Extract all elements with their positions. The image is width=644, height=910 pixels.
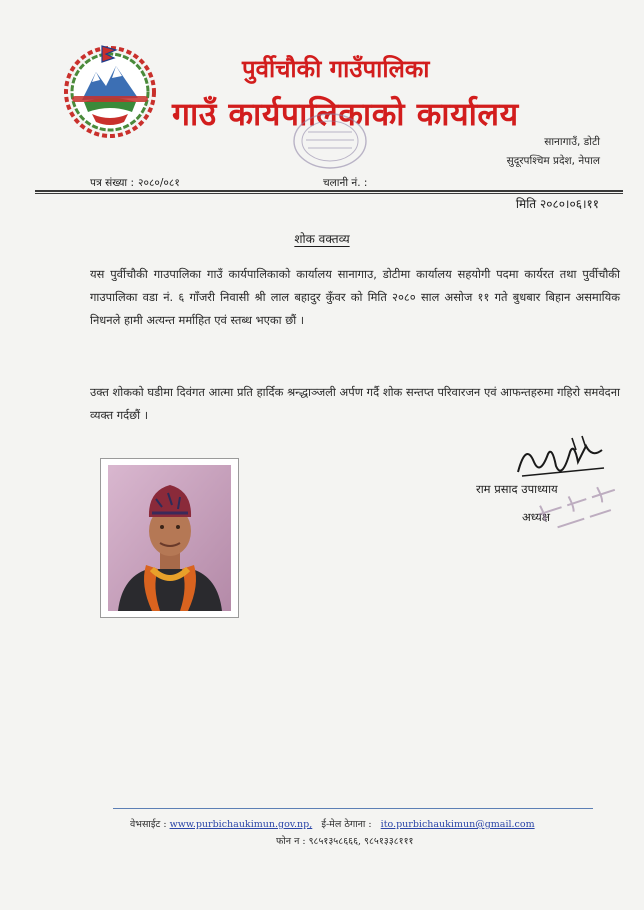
org-name: पुर्वीचौकी गाउँपालिका xyxy=(242,55,430,83)
footer-phone xyxy=(276,834,644,847)
header-divider-thin xyxy=(35,193,623,194)
footer-divider xyxy=(113,808,593,809)
nepal-emblem-icon xyxy=(62,42,158,138)
header-divider xyxy=(35,190,623,192)
date-value: २०८०।०६।११ xyxy=(539,197,599,211)
document-title-text: शोक वक्तव्य xyxy=(294,232,350,246)
dispatch-number xyxy=(323,176,371,190)
office-name: गाउँ कार्यपालिकाको कार्यालय xyxy=(172,95,519,133)
phone-label: फोन न : xyxy=(276,836,306,847)
signatory-stamp-icon xyxy=(532,476,624,536)
website-label: वेभसाईट : xyxy=(130,819,167,830)
dispatch-number-label: चलानी नं. : xyxy=(323,177,368,189)
office-seal-stamp-icon xyxy=(290,110,370,172)
footer-contact xyxy=(130,817,600,830)
letter-number xyxy=(90,176,180,190)
letter-number-value: २०८०/०८१ xyxy=(138,177,180,189)
letter-number-label: पत्र संख्या : xyxy=(90,177,135,189)
deceased-photo xyxy=(100,458,239,618)
document-title xyxy=(0,230,644,247)
deceased-portrait-photo xyxy=(108,465,231,611)
email-link[interactable]: ito.purbichaukimun@gmail.com xyxy=(380,819,535,830)
address-line-2: सुदूरपश्चिम प्रदेश, नेपाल xyxy=(506,155,600,167)
address-line-1: सानागाउँ, डोटी xyxy=(544,136,600,148)
phone-numbers: ९८५१३५८६६६, ९८५१३३८१११ xyxy=(308,836,414,847)
body-paragraph-2: उक्त शोकको घडीमा दिवंगत आत्मा प्रति हार्दिक श्रन्द्धाञ्जली अर्पण गर्दै शोक सन्तप्त परिवारजन एवं आफन्तहरुमा गहिरो समवेदना व्यक्त गर्दछौं । xyxy=(90,385,620,422)
signatory-name: राम प्रसाद उपाध्याय xyxy=(476,482,558,496)
date-line xyxy=(516,195,599,212)
website-link[interactable]: www.purbichaukimun.gov.np, xyxy=(169,819,313,830)
date-label: मिति xyxy=(515,197,537,211)
email-label: ई-मेल ठेगाना : xyxy=(321,819,372,830)
signatory-title: अध्यक्ष xyxy=(522,510,551,524)
body-paragraph-1: यस पुर्वीचौकी गाउपालिका गाउँ कार्यपालिकाको कार्यालय सानागाउ, डोटीमा कार्यालय सहयोगी पदमा कार्यरत तथा पुर्वीचौकी गाउपालिका वडा नं. ६ गाँजरी निवासी श्री लाल बहादुर कुँवर को मिति २०८० साल असोज ११ गते बुधबार बिहान असमायिक निधनले हामी अत्यन्त मर्माहित एवं स्तब्ध भएका छौं । xyxy=(90,267,620,327)
